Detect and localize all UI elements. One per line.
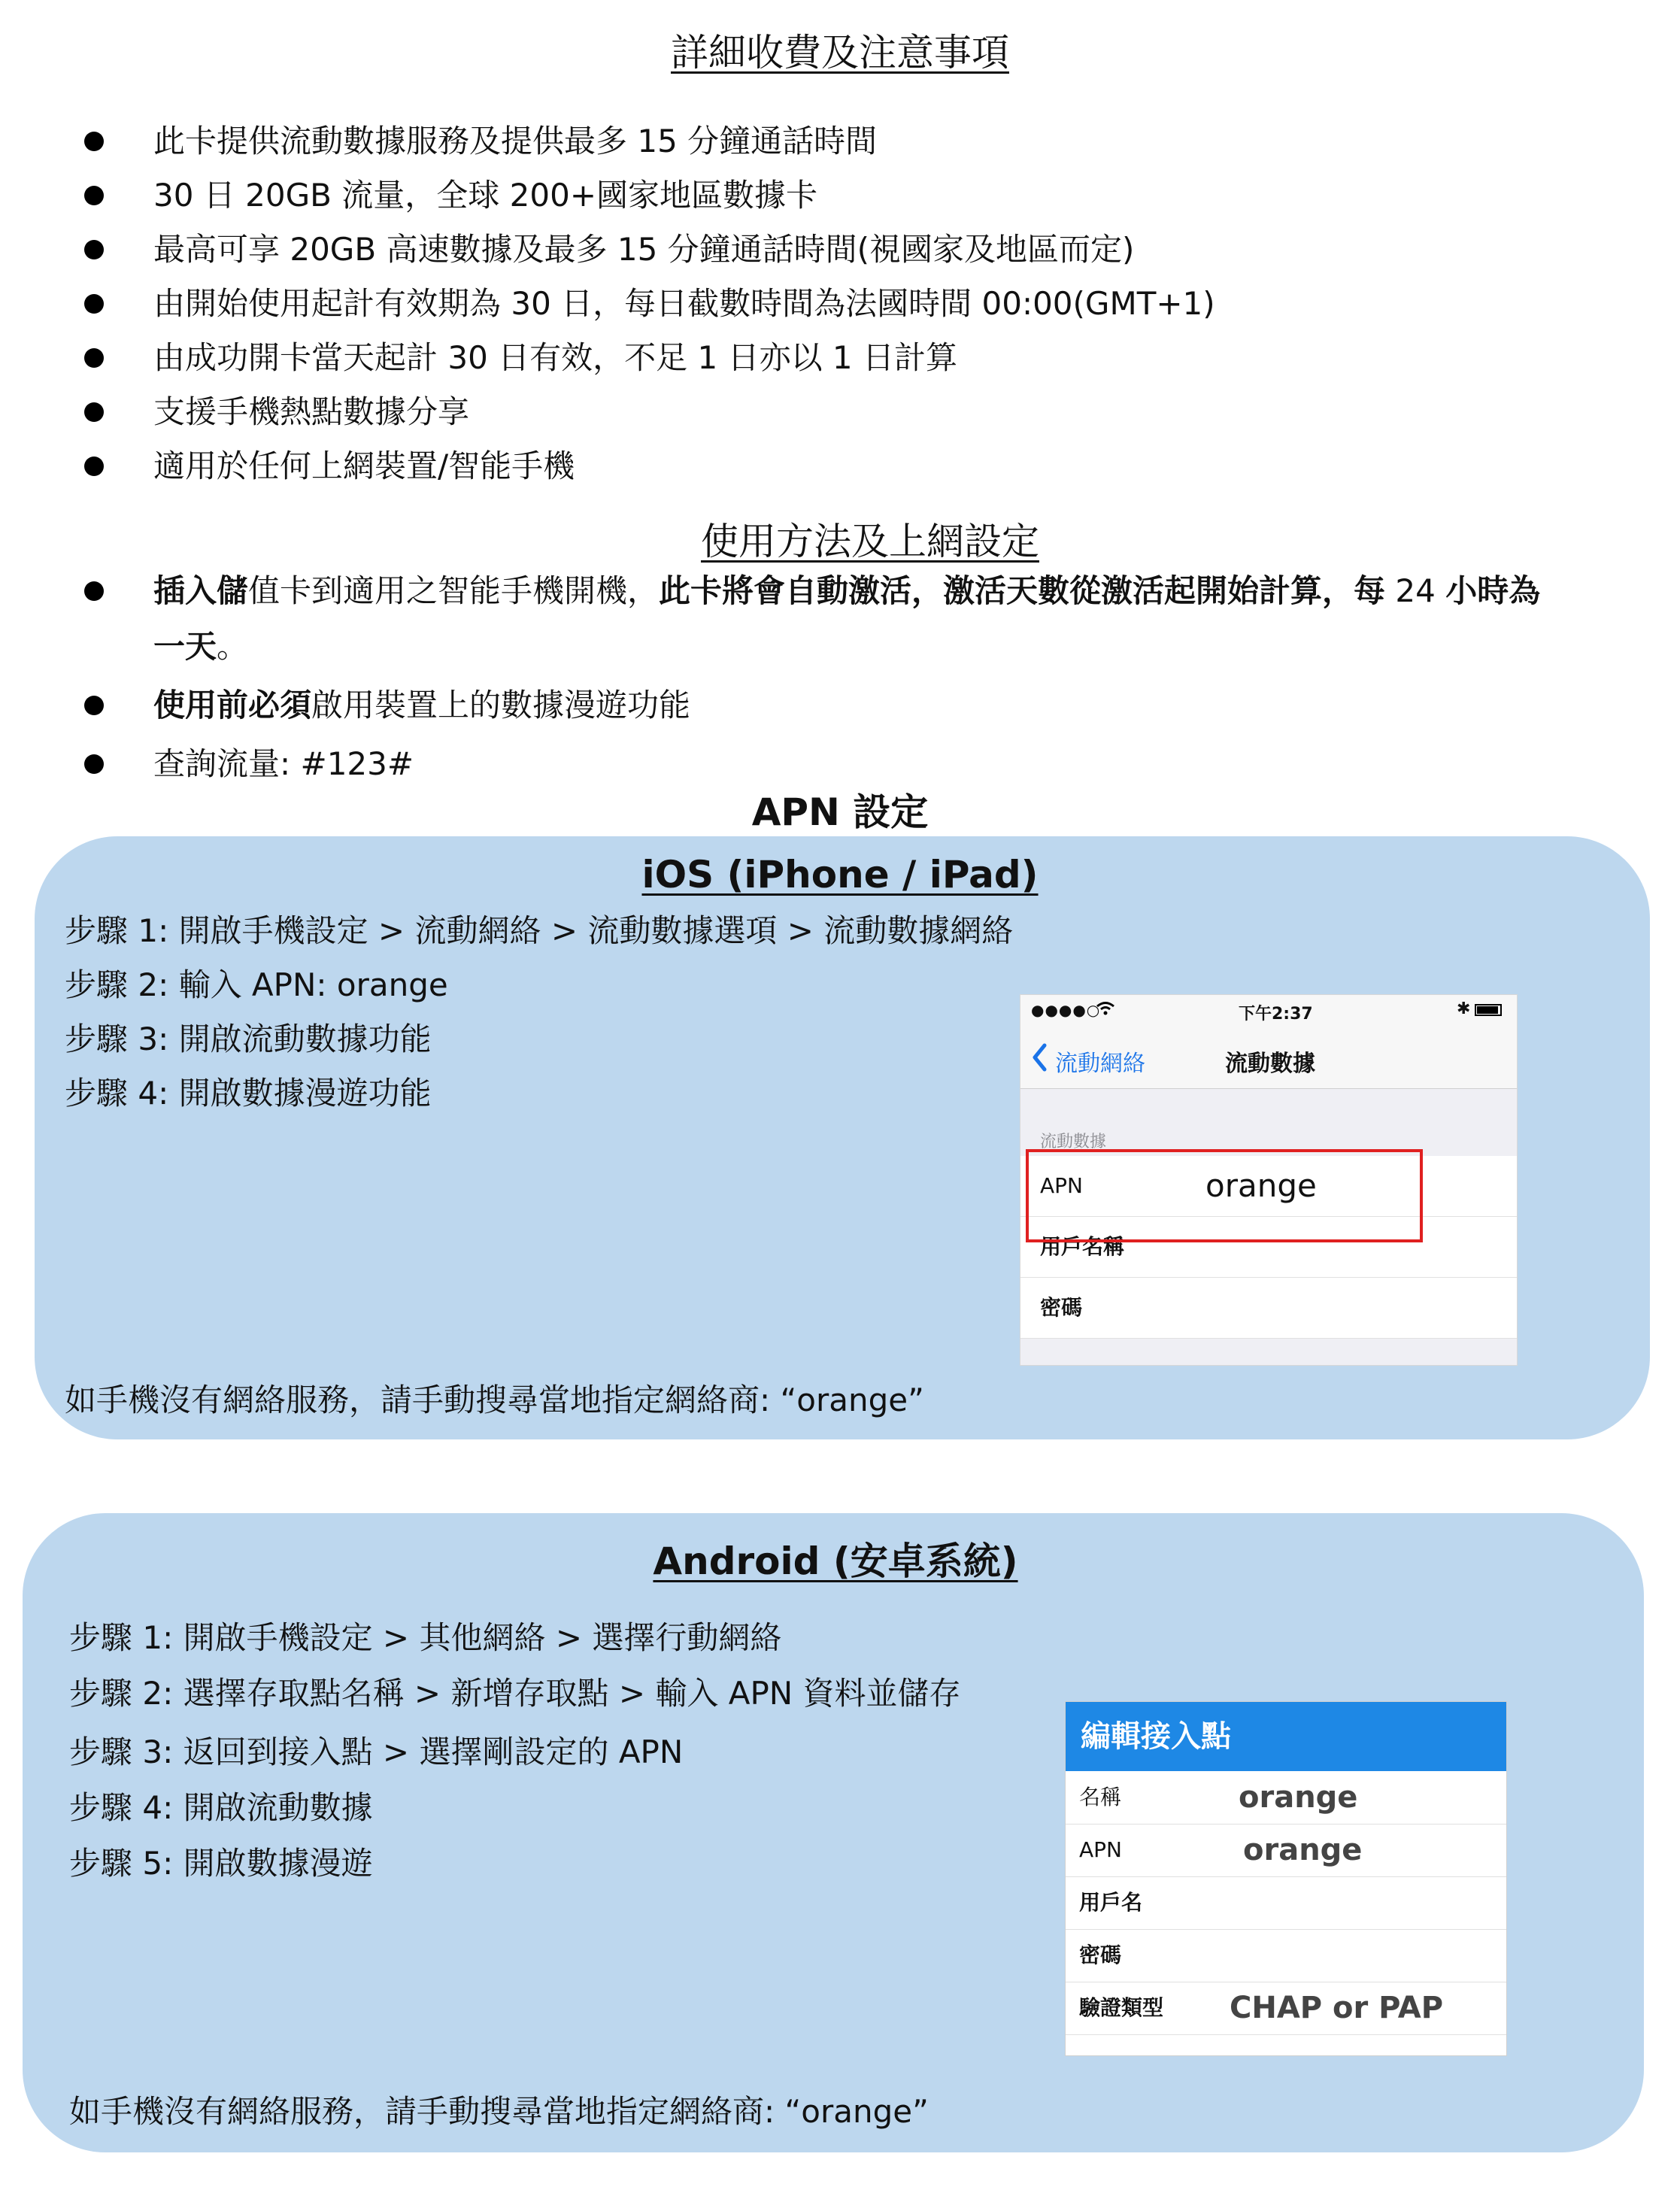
- android-step-4: 步驟 4: 開啟流動數據: [69, 1789, 373, 1826]
- list-item-text: 查詢流量: #123#: [153, 745, 414, 782]
- bullet-icon: [84, 294, 104, 314]
- back-button[interactable]: 流動網絡: [1055, 1051, 1145, 1077]
- usage-title: 使用方法及上網設定: [701, 520, 1039, 563]
- bullet-icon: [84, 754, 104, 774]
- ios-step-2: 步驟 2: 輸入 APN: orange: [65, 966, 448, 1003]
- list-item: [0, 335, 1680, 381]
- list-item-text: 由開始使用起計有效期為 30 日，每日截數時間為法國時間 00:00(GMT+1): [153, 285, 1215, 322]
- list-item: [0, 227, 1680, 272]
- list-item-text: 最高可享 20GB 高速數據及最多 15 分鐘通話時間(視國家及地區而定): [153, 231, 1135, 268]
- apn-title: APN 設定: [751, 790, 929, 834]
- android-apn-screenshot: [1065, 1701, 1507, 2056]
- ios-step-1: 步驟 1: 開啟手機設定 > 流動網絡 > 流動數據選項 > 流動數據網絡: [65, 912, 1014, 949]
- list-item-text: 插入儲值卡到適用之智能手機開機，此卡將會自動激活，激活天數從激活起開始計算，每 24 小時為: [153, 572, 1541, 609]
- list-item: [0, 742, 1680, 787]
- list-item: [0, 119, 1680, 164]
- ios-note: 如手機沒有網絡服務，請手動搜尋當地指定網絡商: “orange”: [65, 1382, 924, 1418]
- list-item: [0, 569, 1680, 614]
- list-item: [0, 173, 1680, 218]
- wifi-icon: [1096, 1001, 1115, 1016]
- auth-type-label: 驗證類型: [1079, 1995, 1164, 2020]
- username-label: 用戶名: [1079, 1890, 1143, 1915]
- list-item: [0, 281, 1680, 326]
- bullet-icon: [84, 581, 104, 601]
- bullet-icon: [84, 696, 104, 715]
- list-item-text: 此卡提供流動數據服務及提供最多 15 分鐘通話時間: [153, 123, 878, 159]
- apn-value[interactable]: orange: [1205, 1167, 1317, 1204]
- list-item-text: 使用前必須啟用裝置上的數據漫遊功能: [153, 687, 691, 723]
- list-item: [0, 444, 1680, 489]
- name-row[interactable]: [1066, 1771, 1506, 1825]
- bullet-icon: [84, 402, 104, 422]
- signal-icon: ●●●●○: [1031, 1001, 1101, 1019]
- password-label: 密碼: [1079, 1943, 1122, 1967]
- apn-label: APN: [1040, 1173, 1083, 1198]
- name-value[interactable]: orange: [1239, 1780, 1358, 1815]
- list-item-text: 適用於任何上網裝置/智能手機: [153, 447, 575, 484]
- name-label: 名稱: [1079, 1785, 1122, 1809]
- list-item-text: 由成功開卡當天起計 30 日有效，不足 1 日亦以 1 日計算: [153, 339, 957, 376]
- apn-row[interactable]: [1066, 1824, 1506, 1877]
- password-cell[interactable]: [1020, 1278, 1517, 1339]
- auth-type-row[interactable]: [1066, 1982, 1506, 2035]
- clock: 下午2:37: [1239, 1005, 1313, 1024]
- back-chevron-icon[interactable]: [1031, 1043, 1048, 1072]
- apn-label: APN: [1079, 1837, 1122, 1862]
- nav-title: 流動數據: [1225, 1051, 1315, 1077]
- list-item-continuation: 一天。: [153, 628, 249, 665]
- list-item: [0, 683, 1680, 728]
- username-row[interactable]: [1066, 1876, 1506, 1930]
- ios-title: iOS (iPhone / iPad): [641, 853, 1039, 896]
- android-title: Android (安卓系統): [653, 1539, 1018, 1583]
- ios-step-4: 步驟 4: 開啟數據漫遊功能: [65, 1075, 432, 1112]
- apn-value[interactable]: orange: [1243, 1833, 1363, 1867]
- bullet-icon: [84, 348, 104, 368]
- username-label: 用戶名稱: [1040, 1234, 1125, 1259]
- password-label: 密碼: [1040, 1295, 1083, 1320]
- bullet-icon: [84, 457, 104, 476]
- ios-step-3: 步驟 3: 開啟流動數據功能: [65, 1021, 432, 1057]
- section-header: 流動數據: [1040, 1133, 1107, 1151]
- charges-title: 詳細收費及注意事項: [671, 31, 1009, 74]
- android-step-1: 步驟 1: 開啟手機設定 > 其他網絡 > 選擇行動網絡: [69, 1619, 782, 1656]
- android-step-3: 步驟 3: 返回到接入點 > 選擇剛設定的 APN: [69, 1734, 684, 1770]
- status-bar: [1020, 995, 1517, 1027]
- android-step-2: 步驟 2: 選擇存取點名稱 > 新增存取點 > 輸入 APN 資料並儲存: [69, 1675, 961, 1712]
- list-item-text: 支援手機熱點數據分享: [153, 393, 470, 430]
- bluetooth-icon: ✱: [1457, 999, 1471, 1018]
- edit-access-point-header: 編輯接入點: [1066, 1702, 1506, 1771]
- password-row[interactable]: [1066, 1929, 1506, 1982]
- bullet-icon: [84, 186, 104, 205]
- bullet-icon: [84, 132, 104, 151]
- android-note: 如手機沒有網絡服務，請手動搜尋當地指定網絡商: “orange”: [69, 2093, 929, 2130]
- nav-bar: [1020, 1027, 1517, 1089]
- battery-icon: [1475, 1004, 1502, 1016]
- highlight-box: [1026, 1149, 1423, 1242]
- list-item: [0, 390, 1680, 435]
- bullet-icon: [84, 240, 104, 259]
- auth-type-value[interactable]: CHAP or PAP: [1230, 1991, 1444, 2025]
- list-item-text: 30 日 20GB 流量，全球 200+國家地區數據卡: [153, 177, 818, 214]
- android-step-5: 步驟 5: 開啟數據漫遊: [69, 1845, 373, 1882]
